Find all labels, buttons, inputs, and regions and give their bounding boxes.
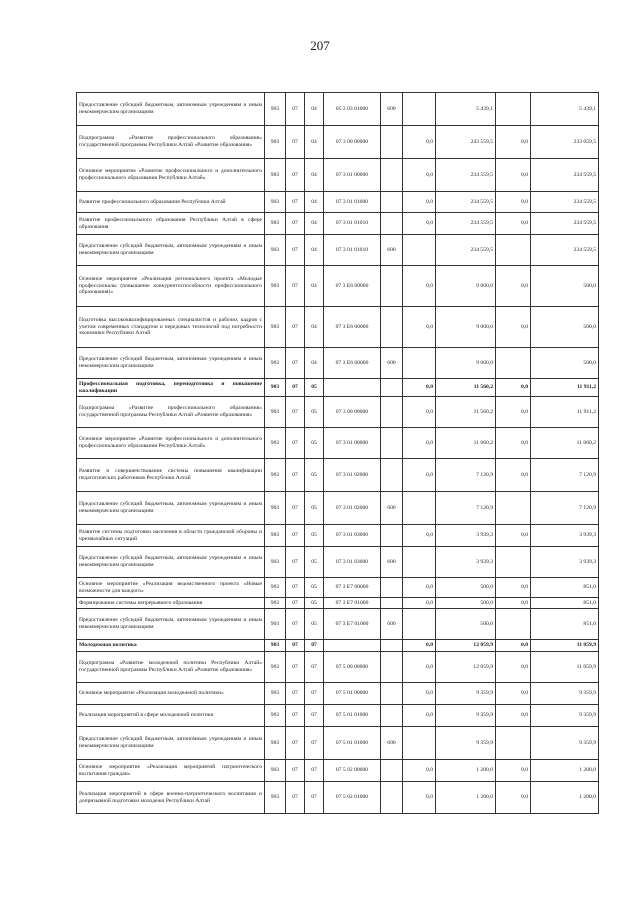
row-grbs-cell: 903 <box>265 428 286 459</box>
row-grbs-cell: 903 <box>265 547 286 578</box>
row-section-cell: 07 <box>286 705 305 727</box>
table-row <box>77 640 599 652</box>
table-row <box>77 760 599 782</box>
row-section-cell: 07 <box>286 609 305 640</box>
row-value1-cell <box>403 492 436 525</box>
row-value1-cell: 0,0 <box>403 192 436 213</box>
row-value3-cell: 0,0 <box>496 640 531 652</box>
row-expense-type-cell <box>381 379 403 397</box>
row-subsection-cell: 05 <box>305 578 324 598</box>
row-target-article-cell: 07 5 02 00000 <box>324 760 381 782</box>
row-expense-type-cell <box>381 782 403 814</box>
row-grbs-cell: 903 <box>265 727 286 760</box>
row-section-cell: 07 <box>286 379 305 397</box>
row-subsection-cell: 05 <box>305 428 324 459</box>
row-value3-cell <box>496 348 531 379</box>
row-target-article-cell <box>324 640 381 652</box>
row-value1-cell: 0,0 <box>403 705 436 727</box>
row-value4-cell: 11 911,2 <box>531 379 599 397</box>
row-grbs-cell: 903 <box>265 213 286 235</box>
row-section-cell: 07 <box>286 640 305 652</box>
row-name-cell: Реализация мероприятий в сфере военно-патриотического воспитания и допризывной подготовки молодежи Республики Алтай <box>77 782 265 814</box>
row-value4-cell: 851,0 <box>531 609 599 640</box>
row-name-cell: Реализация мероприятий в сфере молодежной политики <box>77 705 265 727</box>
table-row <box>77 683 599 705</box>
row-name-cell: Развитие и совершенствование системы повышения квалификации педагогических работников Республики Алтай <box>77 459 265 492</box>
row-value1-cell: 0,0 <box>403 652 436 683</box>
row-name-cell: Предоставление субсидий бюджетным, автономным учреждениям и иным некоммерческим организациям <box>77 348 265 379</box>
row-value3-cell: 0,0 <box>496 307 531 348</box>
row-section-cell: 07 <box>286 683 305 705</box>
row-name-cell: Формирование системы непрерывного образования <box>77 598 265 609</box>
row-value2-cell: 1 200,0 <box>436 760 496 782</box>
row-subsection-cell: 04 <box>305 192 324 213</box>
row-section-cell: 07 <box>286 213 305 235</box>
row-section-cell: 07 <box>286 307 305 348</box>
row-value2-cell: 500,0 <box>436 598 496 609</box>
row-subsection-cell: 05 <box>305 609 324 640</box>
row-expense-type-cell <box>381 683 403 705</box>
row-expense-type-cell <box>381 397 403 428</box>
row-value2-cell: 9 000,0 <box>436 266 496 307</box>
table-row <box>77 213 599 235</box>
row-target-article-cell: 07 3 Е6 00000 <box>324 307 381 348</box>
row-value3-cell: 0,0 <box>496 782 531 814</box>
row-grbs-cell: 903 <box>265 235 286 266</box>
row-target-article-cell: 07 3 01 01010 <box>324 235 381 266</box>
row-name-cell: Основное мероприятие «Реализация ведомственного проекта «Новые возможности для каждого» <box>77 578 265 598</box>
row-target-article-cell: 07 5 01 01000 <box>324 705 381 727</box>
row-subsection-cell: 04 <box>305 93 324 126</box>
row-value4-cell: 9 359,9 <box>531 705 599 727</box>
row-target-article-cell: 07 3 01 01010 <box>324 213 381 235</box>
row-value2-cell: 9 359,9 <box>436 705 496 727</box>
table-row <box>77 525 599 547</box>
row-value1-cell: 0,0 <box>403 266 436 307</box>
table-row <box>77 126 599 159</box>
row-subsection-cell: 07 <box>305 760 324 782</box>
row-subsection-cell: 04 <box>305 159 324 192</box>
row-value3-cell: 0,0 <box>496 578 531 598</box>
row-grbs-cell: 903 <box>265 126 286 159</box>
table-row <box>77 235 599 266</box>
row-value4-cell: 851,0 <box>531 598 599 609</box>
row-subsection-cell: 07 <box>305 683 324 705</box>
row-value3-cell: 0,0 <box>496 459 531 492</box>
row-expense-type-cell <box>381 705 403 727</box>
row-value2-cell: 9 000,0 <box>436 307 496 348</box>
row-target-article-cell: 05 2 03 01000 <box>324 93 381 126</box>
row-value3-cell: 0,0 <box>496 266 531 307</box>
row-grbs-cell: 903 <box>265 578 286 598</box>
row-name-cell: Профессиональная подготовка, переподготовка и повышение квалификации <box>77 379 265 397</box>
row-value2-cell: 234 559,5 <box>436 159 496 192</box>
row-section-cell: 07 <box>286 459 305 492</box>
row-value3-cell: 0,0 <box>496 213 531 235</box>
row-name-cell: Предоставление субсидий бюджетным, автономным учреждениям и иным некоммерческим организациям <box>77 93 265 126</box>
row-value3-cell: 0,0 <box>496 525 531 547</box>
row-name-cell: Предоставление субсидий бюджетным, автономным учреждениям и иным некоммерческим организациям <box>77 492 265 525</box>
row-value2-cell: 7 120,9 <box>436 459 496 492</box>
row-name-cell: Подпрограмма «Развитие профессионального образования» государственной программы Республики Алтай «Развитие образования» <box>77 397 265 428</box>
row-target-article-cell: 07 3 01 03000 <box>324 547 381 578</box>
row-value1-cell: 0,0 <box>403 379 436 397</box>
row-name-cell: Развитие системы подготовки населения в области гражданской обороны и чрезвычайных ситуаций <box>77 525 265 547</box>
row-expense-type-cell <box>381 578 403 598</box>
row-expense-type-cell: 600 <box>381 727 403 760</box>
row-name-cell: Развитие профессионального образования Республики Алтай <box>77 192 265 213</box>
row-name-cell: Подпрограмма «Развитие молодежной политики Республики Алтай» государственной программы Республики Алтай «Развитие образования» <box>77 652 265 683</box>
row-value1-cell <box>403 547 436 578</box>
row-grbs-cell: 903 <box>265 609 286 640</box>
row-subsection-cell: 04 <box>305 307 324 348</box>
row-expense-type-cell <box>381 459 403 492</box>
row-expense-type-cell <box>381 640 403 652</box>
row-name-cell: Основное мероприятие «Развитие профессионального и дополнительного профессионального образования Республики Алтай» <box>77 428 265 459</box>
row-target-article-cell: 07 3 01 00000 <box>324 159 381 192</box>
row-grbs-cell: 903 <box>265 640 286 652</box>
row-expense-type-cell: 600 <box>381 93 403 126</box>
row-target-article-cell: 07 3 Е7 01000 <box>324 598 381 609</box>
row-grbs-cell: 903 <box>265 652 286 683</box>
row-value2-cell: 9 359,9 <box>436 683 496 705</box>
row-expense-type-cell <box>381 192 403 213</box>
row-value1-cell: 0,0 <box>403 640 436 652</box>
row-value4-cell: 500,0 <box>531 307 599 348</box>
row-target-article-cell: 07 3 Е6 00000 <box>324 266 381 307</box>
row-expense-type-cell <box>381 652 403 683</box>
row-subsection-cell: 05 <box>305 492 324 525</box>
row-expense-type-cell <box>381 266 403 307</box>
row-section-cell: 07 <box>286 578 305 598</box>
row-value2-cell: 11 560,2 <box>436 397 496 428</box>
row-value4-cell: 3 939,3 <box>531 547 599 578</box>
row-value2-cell: 234 559,5 <box>436 213 496 235</box>
row-subsection-cell: 04 <box>305 213 324 235</box>
table-row <box>77 782 599 814</box>
row-value4-cell: 234 559,5 <box>531 192 599 213</box>
row-value1-cell: 0,0 <box>403 307 436 348</box>
row-subsection-cell: 07 <box>305 640 324 652</box>
row-subsection-cell: 07 <box>305 652 324 683</box>
table-row <box>77 348 599 379</box>
row-value3-cell <box>496 727 531 760</box>
row-name-cell: Основное мероприятие «Реализация регионального проекта «Молодые профессионалы (повышение конкурентоспособности профессионального образования)» <box>77 266 265 307</box>
row-grbs-cell: 903 <box>265 192 286 213</box>
row-subsection-cell: 04 <box>305 235 324 266</box>
table-row <box>77 397 599 428</box>
row-grbs-cell: 903 <box>265 683 286 705</box>
row-value4-cell: 9 359,9 <box>531 727 599 760</box>
row-value3-cell: 0,0 <box>496 428 531 459</box>
row-subsection-cell: 05 <box>305 598 324 609</box>
row-expense-type-cell <box>381 159 403 192</box>
row-target-article-cell: 07 3 01 03000 <box>324 525 381 547</box>
row-value1-cell: 0,0 <box>403 598 436 609</box>
row-subsection-cell: 07 <box>305 782 324 814</box>
table-row <box>77 547 599 578</box>
row-value1-cell <box>403 348 436 379</box>
row-name-cell: Развитие профессионального образования Республики Алтай в сфере образования <box>77 213 265 235</box>
row-section-cell: 07 <box>286 760 305 782</box>
page-number: 207 <box>310 38 330 53</box>
row-grbs-cell: 903 <box>265 159 286 192</box>
row-name-cell: Предоставление субсидий бюджетным, автономным учреждениям и иным некоммерческим организациям <box>77 609 265 640</box>
row-section-cell: 07 <box>286 782 305 814</box>
row-value3-cell: 0,0 <box>496 705 531 727</box>
row-value1-cell <box>403 93 436 126</box>
row-value4-cell: 500,0 <box>531 266 599 307</box>
row-target-article-cell: 07 3 Е6 00000 <box>324 348 381 379</box>
table-row <box>77 578 599 598</box>
row-value4-cell: 234 559,5 <box>531 159 599 192</box>
row-subsection-cell: 05 <box>305 547 324 578</box>
table-row <box>77 705 599 727</box>
row-value1-cell: 0,0 <box>403 782 436 814</box>
row-section-cell: 07 <box>286 126 305 159</box>
row-section-cell: 07 <box>286 192 305 213</box>
row-value4-cell: 233 059,5 <box>531 126 599 159</box>
row-target-article-cell: 07 3 01 00000 <box>324 428 381 459</box>
row-value1-cell: 0,0 <box>403 760 436 782</box>
row-section-cell: 07 <box>286 428 305 459</box>
row-value2-cell: 5 439,1 <box>436 93 496 126</box>
row-section-cell: 07 <box>286 159 305 192</box>
row-value4-cell: 234 559,5 <box>531 213 599 235</box>
row-target-article-cell: 07 3 Е7 01000 <box>324 609 381 640</box>
row-value3-cell <box>496 235 531 266</box>
row-name-cell: Подпрограмма «Развитие профессионального образования» государственной программы Республики Алтай «Развитие образования» <box>77 126 265 159</box>
row-value1-cell: 0,0 <box>403 213 436 235</box>
row-value1-cell: 0,0 <box>403 397 436 428</box>
row-value1-cell: 0,0 <box>403 159 436 192</box>
row-value4-cell: 1 200,0 <box>531 760 599 782</box>
row-value1-cell <box>403 609 436 640</box>
row-target-article-cell: 07 3 00 00000 <box>324 126 381 159</box>
row-target-article-cell: 07 3 01 02000 <box>324 459 381 492</box>
row-value4-cell: 234 559,5 <box>531 235 599 266</box>
row-value2-cell: 234 559,5 <box>436 235 496 266</box>
row-section-cell: 07 <box>286 348 305 379</box>
row-name-cell: Основное мероприятие «Реализация молодежной политики» <box>77 683 265 705</box>
row-name-cell: Основное мероприятие «Реализация мероприятий патриотического воспитания граждан» <box>77 760 265 782</box>
row-expense-type-cell: 600 <box>381 492 403 525</box>
row-grbs-cell: 903 <box>265 598 286 609</box>
row-value1-cell <box>403 727 436 760</box>
row-value3-cell <box>496 93 531 126</box>
row-section-cell: 07 <box>286 93 305 126</box>
table-row <box>77 598 599 609</box>
row-value4-cell: 5 439,1 <box>531 93 599 126</box>
table-row <box>77 492 599 525</box>
row-value2-cell: 11 060,2 <box>436 428 496 459</box>
row-target-article-cell: 07 5 02 01000 <box>324 782 381 814</box>
row-expense-type-cell <box>381 126 403 159</box>
row-subsection-cell: 05 <box>305 525 324 547</box>
row-grbs-cell: 903 <box>265 782 286 814</box>
table-row <box>77 266 599 307</box>
table-row <box>77 652 599 683</box>
row-section-cell: 07 <box>286 235 305 266</box>
row-value3-cell <box>496 609 531 640</box>
row-expense-type-cell <box>381 213 403 235</box>
table-row <box>77 727 599 760</box>
row-expense-type-cell: 600 <box>381 547 403 578</box>
row-value3-cell: 0,0 <box>496 652 531 683</box>
table-row <box>77 93 599 126</box>
row-grbs-cell: 903 <box>265 93 286 126</box>
row-name-cell: Подготовка высококвалифицированных специалистов и рабочих кадров с учетом современных стандартов и передовых технологий под потребности экономики Республики Алтай <box>77 307 265 348</box>
row-section-cell: 07 <box>286 652 305 683</box>
row-value3-cell <box>496 547 531 578</box>
row-section-cell: 07 <box>286 397 305 428</box>
row-value2-cell: 500,0 <box>436 609 496 640</box>
row-subsection-cell: 05 <box>305 379 324 397</box>
row-section-cell: 07 <box>286 727 305 760</box>
row-value1-cell: 0,0 <box>403 683 436 705</box>
row-name-cell: Основное мероприятие «Развитие профессионального и дополнительного профессионального образования Республики Алтай» <box>77 159 265 192</box>
row-value3-cell: 0,0 <box>496 159 531 192</box>
row-value4-cell: 9 359,9 <box>531 683 599 705</box>
row-subsection-cell: 05 <box>305 397 324 428</box>
row-value4-cell: 1 200,0 <box>531 782 599 814</box>
row-subsection-cell: 07 <box>305 727 324 760</box>
row-value4-cell: 500,0 <box>531 348 599 379</box>
row-value4-cell: 11 911,2 <box>531 397 599 428</box>
row-subsection-cell: 04 <box>305 348 324 379</box>
row-subsection-cell: 07 <box>305 705 324 727</box>
table-row <box>77 609 599 640</box>
table-row <box>77 159 599 192</box>
row-expense-type-cell <box>381 307 403 348</box>
row-value3-cell: 0,0 <box>496 126 531 159</box>
row-grbs-cell: 903 <box>265 760 286 782</box>
table-row <box>77 307 599 348</box>
row-value4-cell: 7 120,9 <box>531 492 599 525</box>
table-body <box>77 93 599 814</box>
row-target-article-cell: 07 5 00 00000 <box>324 652 381 683</box>
row-section-cell: 07 <box>286 598 305 609</box>
row-value1-cell <box>403 235 436 266</box>
row-expense-type-cell: 600 <box>381 348 403 379</box>
row-name-cell: Предоставление субсидий бюджетным, автономным учреждениям и иным некоммерческим организациям <box>77 235 265 266</box>
row-target-article-cell: 07 3 01 01000 <box>324 192 381 213</box>
row-value2-cell: 11 560,2 <box>436 379 496 397</box>
table-row <box>77 379 599 397</box>
row-name-cell: Предоставление субсидий бюджетным, автономным учреждениям и иным некоммерческим организациям <box>77 727 265 760</box>
row-subsection-cell: 05 <box>305 459 324 492</box>
row-value1-cell: 0,0 <box>403 126 436 159</box>
row-name-cell: Предоставление субсидий бюджетным, автономным учреждениям и иным некоммерческим организациям <box>77 547 265 578</box>
budget-table <box>76 92 599 814</box>
row-value3-cell <box>496 492 531 525</box>
row-grbs-cell: 903 <box>265 266 286 307</box>
row-value2-cell: 3 939,3 <box>436 547 496 578</box>
row-expense-type-cell <box>381 428 403 459</box>
row-target-article-cell: 07 3 00 00000 <box>324 397 381 428</box>
row-target-article-cell: 07 5 01 00000 <box>324 683 381 705</box>
row-value1-cell: 0,0 <box>403 459 436 492</box>
row-expense-type-cell <box>381 525 403 547</box>
row-target-article-cell: 07 3 01 02000 <box>324 492 381 525</box>
row-value1-cell: 0,0 <box>403 578 436 598</box>
row-subsection-cell: 04 <box>305 266 324 307</box>
row-value3-cell: 0,0 <box>496 379 531 397</box>
row-section-cell: 07 <box>286 525 305 547</box>
row-expense-type-cell <box>381 598 403 609</box>
row-value4-cell: 3 939,3 <box>531 525 599 547</box>
row-value2-cell: 3 939,3 <box>436 525 496 547</box>
row-value2-cell: 1 200,0 <box>436 782 496 814</box>
row-value2-cell: 500,0 <box>436 578 496 598</box>
row-expense-type-cell <box>381 760 403 782</box>
table-row <box>77 192 599 213</box>
row-value2-cell: 7 120,9 <box>436 492 496 525</box>
row-grbs-cell: 903 <box>265 492 286 525</box>
row-value3-cell: 0,0 <box>496 192 531 213</box>
row-value1-cell: 0,0 <box>403 428 436 459</box>
row-value4-cell: 851,0 <box>531 578 599 598</box>
table-row <box>77 459 599 492</box>
row-value4-cell: 11 059,9 <box>531 652 599 683</box>
row-expense-type-cell: 600 <box>381 235 403 266</box>
row-value2-cell: 12 059,9 <box>436 640 496 652</box>
row-value1-cell: 0,0 <box>403 525 436 547</box>
row-value2-cell: 234 559,5 <box>436 192 496 213</box>
row-expense-type-cell: 600 <box>381 609 403 640</box>
row-value3-cell: 0,0 <box>496 683 531 705</box>
row-target-article-cell: 07 3 Е7 00000 <box>324 578 381 598</box>
row-target-article-cell <box>324 379 381 397</box>
row-grbs-cell: 903 <box>265 459 286 492</box>
row-grbs-cell: 903 <box>265 525 286 547</box>
row-subsection-cell: 04 <box>305 126 324 159</box>
row-value3-cell: 0,0 <box>496 598 531 609</box>
row-grbs-cell: 903 <box>265 307 286 348</box>
row-value4-cell: 7 120,9 <box>531 459 599 492</box>
row-target-article-cell: 07 5 01 01000 <box>324 727 381 760</box>
row-value2-cell: 9 000,0 <box>436 348 496 379</box>
row-value4-cell: 11 060,2 <box>531 428 599 459</box>
row-value2-cell: 9 359,9 <box>436 727 496 760</box>
row-grbs-cell: 903 <box>265 379 286 397</box>
row-grbs-cell: 903 <box>265 705 286 727</box>
row-value4-cell: 11 059,9 <box>531 640 599 652</box>
row-value2-cell: 12 059,9 <box>436 652 496 683</box>
row-grbs-cell: 903 <box>265 397 286 428</box>
row-section-cell: 07 <box>286 492 305 525</box>
row-value3-cell: 0,0 <box>496 397 531 428</box>
row-name-cell: Молодежная политика <box>77 640 265 652</box>
row-grbs-cell: 903 <box>265 348 286 379</box>
row-value3-cell: 0,0 <box>496 760 531 782</box>
row-value2-cell: 243 559,5 <box>436 126 496 159</box>
row-section-cell: 07 <box>286 547 305 578</box>
row-section-cell: 07 <box>286 266 305 307</box>
table-row <box>77 428 599 459</box>
